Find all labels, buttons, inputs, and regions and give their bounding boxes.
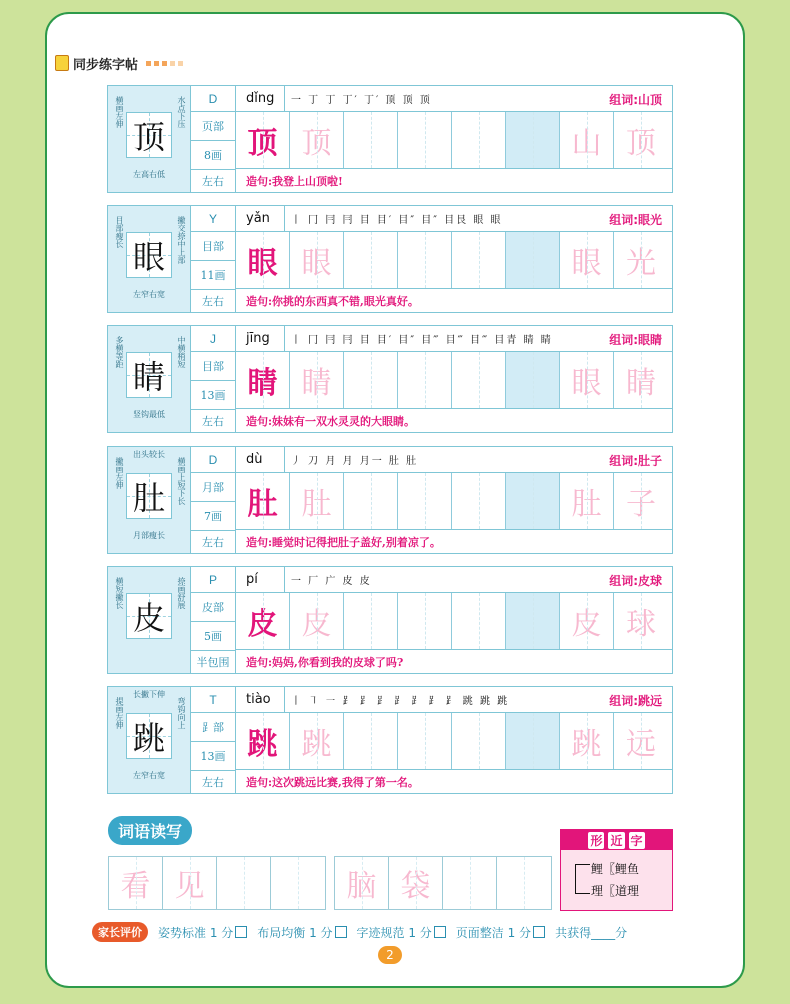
checkbox[interactable] (434, 926, 446, 938)
character-meta (191, 447, 236, 553)
empty-cell[interactable] (452, 593, 506, 649)
tip-right: 水点下压 (177, 96, 186, 128)
pinyin: dǐng (246, 91, 275, 106)
stroke-count: 7画 (191, 502, 235, 531)
practice-char: 眼 (236, 232, 290, 288)
words-section-title: 词语读写 (108, 816, 192, 845)
similar-body (561, 850, 672, 910)
tip-bottom: 左高右低 (133, 170, 165, 179)
trace-char: 顶 (290, 112, 344, 168)
practice-area (236, 447, 672, 553)
page-header (55, 50, 183, 76)
tip-left: 撇画左伸 (115, 457, 124, 489)
stroke-order: 一 厂 广 皮 皮 (284, 567, 672, 592)
tip-right: 横画上短下长 (177, 457, 186, 505)
trace-char: 肚 (290, 473, 344, 529)
stroke-count: 8画 (191, 141, 235, 170)
similar-line-1: 鲤〖鲤鱼 (591, 862, 640, 876)
empty-cell[interactable] (452, 352, 506, 408)
empty-cell[interactable] (344, 593, 398, 649)
word-trace-char: 眼 (560, 232, 614, 288)
pinyin: tiào (246, 692, 271, 707)
checkbox[interactable] (235, 926, 247, 938)
character-meta (191, 206, 236, 312)
tip-bottom: 月部瘦长 (133, 531, 165, 540)
practice-area (236, 206, 672, 312)
sentence: 造句:这次跳远比赛,我得了第一名。 (246, 775, 419, 789)
practice-area (236, 567, 672, 673)
tip-bottom: 左窄右宽 (133, 290, 165, 299)
tip-bottom: 左窄右宽 (133, 771, 165, 780)
practice-char: 肚 (236, 473, 290, 529)
radical: 皮部 (191, 593, 235, 622)
practice-row (236, 593, 672, 650)
practice-char: 跳 (236, 713, 290, 769)
character-card (107, 205, 673, 313)
radical: 月部 (191, 473, 235, 502)
tip-top: 长撇下伸 (133, 690, 165, 699)
empty-cell[interactable] (398, 352, 452, 408)
trace-char: 眼 (290, 232, 344, 288)
empty-cell[interactable] (506, 352, 560, 408)
empty-cell[interactable] (452, 232, 506, 288)
eval-item: 字迹规范 1 分 (357, 924, 446, 941)
structure: 左右 (202, 175, 224, 188)
practice-area (236, 326, 672, 432)
word-trace-char: 皮 (560, 593, 614, 649)
empty-cell[interactable] (506, 593, 560, 649)
word-label: 组词:皮球 (609, 574, 662, 588)
model-character: 皮 (126, 593, 172, 639)
structure: 左右 (202, 776, 224, 789)
initial-letter: J (191, 326, 235, 352)
word-label: 组词:眼光 (609, 213, 662, 227)
sentence: 造句:睡觉时记得把肚子盖好,别着凉了。 (246, 535, 441, 549)
radical: 页部 (191, 112, 235, 141)
model-character-box (108, 447, 191, 553)
practice-char: 睛 (236, 352, 290, 408)
notebook-icon (55, 55, 69, 71)
structure: 左右 (202, 536, 224, 549)
model-character: 睛 (126, 352, 172, 398)
similar-line-2: 理〖道理 (591, 884, 640, 898)
word-cell[interactable]: 看 (109, 857, 163, 909)
practice-row (236, 112, 672, 169)
character-meta (191, 687, 236, 793)
word-trace-char: 肚 (560, 473, 614, 529)
practice-area (236, 86, 672, 192)
pinyin: jīng (246, 331, 270, 346)
similar-header: 形 近 字 (561, 830, 672, 850)
page-number: 2 (378, 946, 402, 964)
empty-cell[interactable] (344, 713, 398, 769)
sentence: 造句:我登上山顶啦! (246, 174, 343, 188)
character-card (107, 686, 673, 794)
model-character-box (108, 206, 191, 312)
radical: 目部 (191, 352, 235, 381)
word-cell[interactable] (443, 857, 497, 909)
empty-cell[interactable] (344, 112, 398, 168)
stroke-count: 13画 (191, 742, 235, 771)
title-dots (146, 61, 183, 66)
stroke-order: 丨 冂 冃 冃 目 目′ 目″ 目‴ 目‴ 目‴ 目青 睛 睛 (284, 326, 672, 351)
empty-cell[interactable] (506, 232, 560, 288)
empty-cell[interactable] (398, 232, 452, 288)
word-cell[interactable] (271, 857, 325, 909)
character-meta (191, 567, 236, 673)
empty-cell[interactable] (398, 713, 452, 769)
empty-cell[interactable] (452, 713, 506, 769)
model-character-box (108, 567, 191, 673)
model-character: 顶 (126, 112, 172, 158)
initial-letter: D (191, 447, 235, 473)
character-card (107, 325, 673, 433)
initial-letter: D (191, 86, 235, 112)
empty-cell[interactable] (398, 593, 452, 649)
empty-cell[interactable] (344, 473, 398, 529)
word-trace-char: 眼 (560, 352, 614, 408)
stroke-order: 丨 冂 冃 冃 目 目′ 目″ 目″ 目艮 眼 眼 (284, 206, 672, 231)
structure: 左右 (202, 295, 224, 308)
word-cell[interactable]: 脑 (335, 857, 389, 909)
tip-left: 横画左伸 (115, 96, 124, 128)
character-card (107, 85, 673, 193)
sentence: 造句:你挑的东西真不错,眼光真好。 (246, 294, 419, 308)
tip-left: 目部瘦长 (115, 216, 124, 248)
word-label: 组词:眼睛 (609, 333, 662, 347)
tip-bottom: 竖钩最低 (133, 410, 165, 419)
word-label: 组词:肚子 (609, 454, 662, 468)
stroke-order: 丨 ㇕ ㇐ ⻊ ⻊ ⻊ ⻊ ⻊ ⻊ ⻊ 跳 跳 跳 (284, 687, 672, 712)
stroke-count: 11画 (191, 261, 235, 290)
eval-item: 姿势标准 1 分 (158, 924, 247, 941)
tip-right: 弯钩向上 (177, 697, 186, 729)
empty-cell[interactable] (506, 112, 560, 168)
tip-right: 捺画舒展 (177, 577, 186, 609)
empty-cell[interactable] (452, 112, 506, 168)
word-label: 组词:山顶 (609, 93, 662, 107)
word-cell[interactable]: 见 (163, 857, 217, 909)
empty-cell[interactable] (398, 112, 452, 168)
word-cell[interactable] (217, 857, 271, 909)
trace-char: 皮 (290, 593, 344, 649)
empty-cell[interactable] (506, 713, 560, 769)
model-character: 眼 (126, 232, 172, 278)
stroke-order: 丿 刀 月 月 月一 肚 肚 (284, 447, 672, 472)
pinyin: pí (246, 572, 258, 587)
practice-area (236, 687, 672, 793)
pinyin: dù (246, 452, 263, 467)
tip-right: 撇交捺中上部 (177, 216, 186, 264)
pinyin: yǎn (246, 211, 270, 226)
radical: 目部 (191, 232, 235, 261)
character-meta (191, 86, 236, 192)
practice-char: 皮 (236, 593, 290, 649)
eval-item: 页面整洁 1 分 (456, 924, 545, 941)
practice-char: 顶 (236, 112, 290, 168)
word-trace-char: 球 (614, 593, 668, 649)
word-grid-2 (334, 856, 552, 910)
word-trace-char: 顶 (614, 112, 668, 168)
model-character-box (108, 687, 191, 793)
word-cell[interactable]: 袋 (389, 857, 443, 909)
tip-left: 提画左伸 (115, 697, 124, 729)
practice-row (236, 232, 672, 289)
character-card (107, 566, 673, 674)
practice-row (236, 352, 672, 409)
word-trace-char: 山 (560, 112, 614, 168)
model-character-box (108, 326, 191, 432)
empty-cell[interactable] (452, 473, 506, 529)
radical: ⻊部 (191, 713, 235, 742)
stroke-count: 5画 (191, 622, 235, 651)
eval-total: 共获得____分 (555, 925, 628, 940)
tip-left: 横短撇长 (115, 577, 124, 609)
structure: 半包围 (196, 656, 230, 669)
word-trace-char: 光 (614, 232, 668, 288)
initial-letter: P (191, 567, 235, 593)
word-trace-char: 子 (614, 473, 668, 529)
word-cell[interactable] (497, 857, 551, 909)
empty-cell[interactable] (344, 232, 398, 288)
sentence: 造句:妹妹有一双水灵灵的大眼睛。 (246, 414, 416, 428)
word-trace-char: 跳 (560, 713, 614, 769)
eval-item: 布局均衡 1 分 (257, 924, 346, 941)
empty-cell[interactable] (344, 352, 398, 408)
model-character: 跳 (126, 713, 172, 759)
similar-characters-box (560, 829, 673, 911)
model-character-box (108, 86, 191, 192)
checkbox[interactable] (335, 926, 347, 938)
word-label: 组词:跳远 (609, 694, 662, 708)
initial-letter: Y (191, 206, 235, 232)
empty-cell[interactable] (506, 473, 560, 529)
stroke-count: 13画 (191, 381, 235, 410)
structure: 左右 (202, 415, 224, 428)
tip-right: 中横稍短 (177, 336, 186, 368)
word-trace-char: 远 (614, 713, 668, 769)
stroke-order: 一 丁 丁 丁′ 丁′ 顶 顶 顶 (284, 86, 672, 111)
practice-row (236, 473, 672, 530)
character-card (107, 446, 673, 554)
empty-cell[interactable] (398, 473, 452, 529)
parent-evaluation (92, 922, 627, 942)
sentence: 造句:妈妈,你看到我的皮球了吗? (246, 655, 404, 669)
model-character: 肚 (126, 473, 172, 519)
character-meta (191, 326, 236, 432)
word-grid-1 (108, 856, 326, 910)
checkbox[interactable] (533, 926, 545, 938)
tip-left: 多横等距 (115, 336, 124, 368)
word-trace-char: 睛 (614, 352, 668, 408)
practice-row (236, 713, 672, 770)
trace-char: 睛 (290, 352, 344, 408)
page-title: 同步练字帖 (73, 57, 139, 73)
initial-letter: T (191, 687, 235, 713)
evaluation-badge: 家长评价 (92, 922, 148, 942)
tip-top: 出头较长 (133, 450, 165, 459)
trace-char: 跳 (290, 713, 344, 769)
